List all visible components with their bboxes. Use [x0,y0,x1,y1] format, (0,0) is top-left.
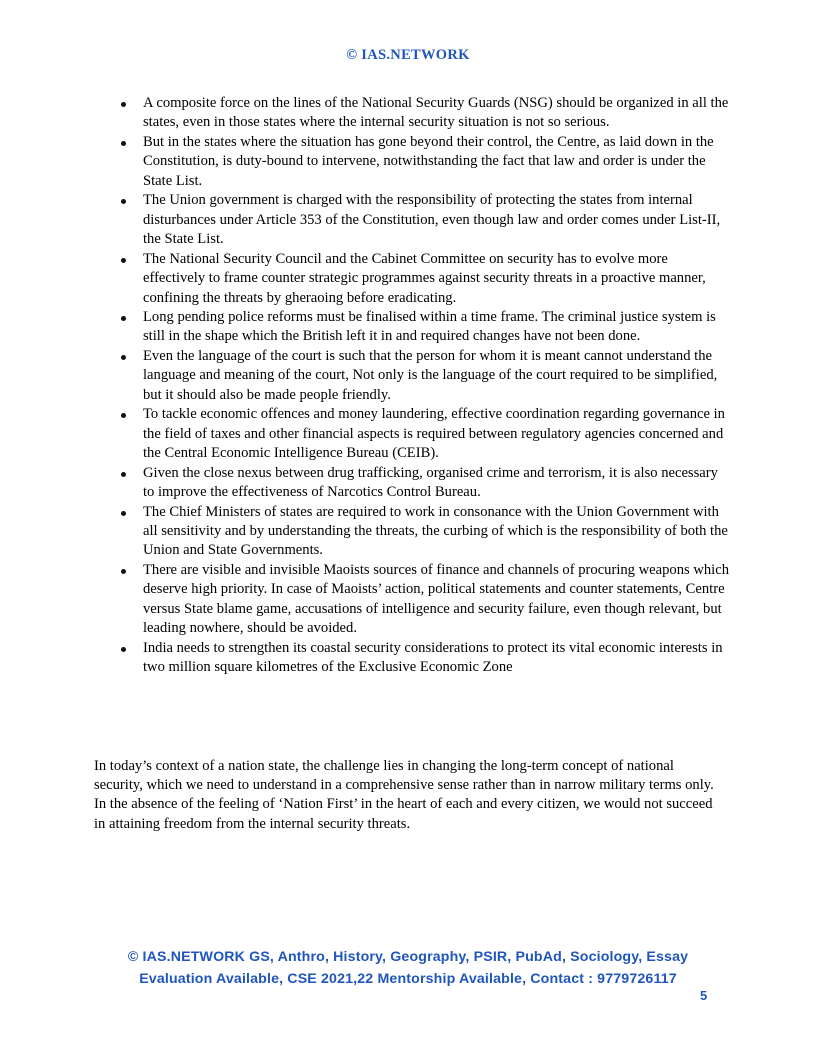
recommendations-bullet-list [0,94,816,678]
footer-line-subjects: © IAS.NETWORK GS, Anthro, History, Geography, PSIR, PubAd, Sociology, Essay [127,949,689,965]
page-footer [0,946,816,990]
list-item: To tackle economic offences and money laundering, effective coordination regarding governance in the field of taxes and other financial aspects is required between regulatory agencies concerned and the Central Economic Intelligence Bureau (CEIB). [0,405,816,463]
closing-paragraph: In today’s context of a nation state, the challenge lies in changing the long-term concept of national security, which we need to understand in a comprehensive sense rather than in narrow military terms only. In the absence of the feeling of ‘Nation First’ in the heart of each and every citizen, we would not succeed in attaining freedom from the internal security threats. [94,757,714,832]
footer-line-contact: Evaluation Available, CSE 2021,22 Mentorship Available, Contact : 9779726117 [139,971,677,987]
page-header-watermark: © IAS.NETWORK [346,47,470,63]
list-item: But in the states where the situation has gone beyond their control, the Centre, as laid down in the Constitution, is duty-bound to intervene, notwithstanding the fact that law and order is under the State List. [0,133,816,191]
list-item: Long pending police reforms must be finalised within a time frame. The criminal justice system is still in the shape which the British left it in and required changes have not been done. [0,308,816,347]
list-item: Given the close nexus between drug trafficking, organised crime and terrorism, it is also necessary to improve the effectiveness of Narcotics Control Bureau. [0,464,816,503]
document-body [0,94,816,678]
page-number: 5 [700,988,708,1003]
list-item: The Union government is charged with the responsibility of protecting the states from internal disturbances under Article 353 of the Constitution, even though law and order comes under List-II, the State List. [0,191,816,249]
list-item: Even the language of the court is such that the person for whom it is meant cannot understand the language and meaning of the court, Not only is the language of the court required to be simplified, but it should also be made people friendly. [0,347,816,405]
list-item: A composite force on the lines of the National Security Guards (NSG) should be organized in all the states, even in those states where the internal security situation is not so serious. [0,94,816,133]
list-item: The Chief Ministers of states are required to work in consonance with the Union Government with all sensitivity and by understanding the threats, the curbing of which is the responsibility of both the Union and State Governments. [0,503,816,561]
list-item: The National Security Council and the Cabinet Committee on security has to evolve more effectively to frame counter strategic programmes against security threats in a proactive manner, confining the threats by gheraoing before eradicating. [0,250,816,308]
list-item: India needs to strengthen its coastal security considerations to protect its vital economic interests in two million square kilometres of the Exclusive Economic Zone [0,639,816,678]
list-item: There are visible and invisible Maoists sources of finance and channels of procuring weapons which deserve high priority. In case of Maoists’ action, political statements and counter statements, Centre versus State blame game, accusations of intelligence and security failure, even though relevant, but leading nowhere, should be avoided. [0,561,816,639]
